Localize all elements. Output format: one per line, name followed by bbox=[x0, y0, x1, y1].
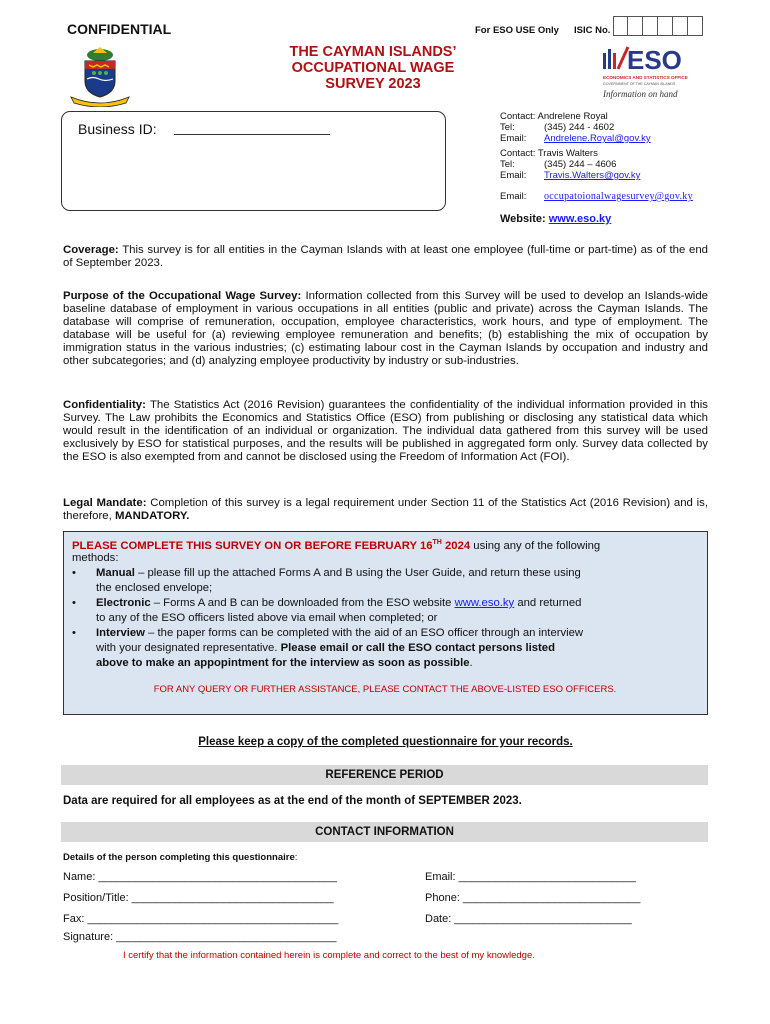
date-field[interactable]: Date: _____________________________ bbox=[425, 913, 632, 925]
coverage-label: Coverage: bbox=[63, 244, 119, 256]
contact-email-link[interactable]: Travis.Walters@gov.ky bbox=[544, 170, 641, 181]
eso-website-link[interactable]: www.eso.ky bbox=[454, 597, 515, 609]
contact-name: Contact: Travis Walters bbox=[500, 148, 598, 159]
eso-logo bbox=[601, 43, 701, 103]
bullet-icon: • bbox=[72, 567, 76, 579]
signature-field[interactable]: Signature: ____________________________________ bbox=[63, 931, 337, 943]
general-email bbox=[500, 191, 693, 202]
manual-text: – please fill up the attached Forms A and B using the User Guide, and return these using bbox=[138, 567, 581, 579]
coverage-paragraph bbox=[63, 244, 708, 270]
svg-text:ECONOMICS AND STATISTICS OFFIC: ECONOMICS AND STATISTICS OFFICE bbox=[603, 75, 688, 80]
isic-box[interactable] bbox=[673, 16, 688, 36]
email-label: Email: bbox=[500, 170, 527, 181]
deadline-sup: TH bbox=[432, 539, 442, 546]
contact-email-link[interactable]: Andrelene.Royal@gov.ky bbox=[544, 133, 651, 144]
query-notice: FOR ANY QUERY OR FURTHER ASSISTANCE, PLEASE CONTACT THE ABOVE-LISTED ESO OFFICERS. bbox=[153, 684, 617, 695]
email-label: Email: bbox=[500, 133, 527, 144]
survey-title bbox=[262, 44, 484, 92]
title-line: SURVEY 2023 bbox=[325, 76, 421, 92]
isic-boxes[interactable] bbox=[613, 16, 703, 36]
isic-box[interactable] bbox=[628, 16, 643, 36]
interview-bold: Please email or call the ESO contact persons listed bbox=[280, 642, 555, 654]
contact-1 bbox=[500, 111, 651, 144]
interview-line3: above to make an appopintment for the interview as soon as possible. bbox=[96, 657, 473, 669]
electronic-label: Electronic bbox=[96, 597, 151, 609]
contact-subtitle-text: Details of the person completing this questionnaire bbox=[63, 852, 295, 863]
interview-line2 bbox=[96, 641, 555, 656]
contact-subtitle-colon: : bbox=[294, 852, 298, 863]
position-field[interactable]: Position/Title: _________________________________ bbox=[63, 892, 334, 904]
deadline-year: 2024 bbox=[441, 539, 471, 552]
purpose-text: Information collected from this Survey will be used to develop an Islands-wide baseline database of employment in various occupations in all entities (public and private) across the Cayman Islands. The database will comprise of remuneration, occupation, employee characteristics, work hours, and type of employment. The database will be useful for (a) reviewing employee remuneration and benefits; (b) establishing the mix of occupation by immigration status in the various industries; (c) estimating labour cost in the Cayman Islands by occupation and industry and other subcategories; and (d) analyzing employee productivity by industry or sub-industries. bbox=[63, 290, 708, 367]
website-label: Website: bbox=[500, 213, 546, 225]
reference-period-header: REFERENCE PERIOD bbox=[61, 765, 708, 785]
fax-field[interactable]: Fax: _________________________________________ bbox=[63, 913, 339, 925]
deadline-notice-box bbox=[63, 531, 708, 715]
confidential-label: CONFIDENTIAL bbox=[67, 21, 172, 37]
purpose-paragraph bbox=[63, 290, 708, 367]
confidentiality-paragraph bbox=[63, 399, 708, 464]
business-id-line[interactable] bbox=[174, 134, 330, 135]
contact-info-header: CONTACT INFORMATION bbox=[61, 822, 708, 842]
contact-subtitle bbox=[63, 852, 297, 863]
isic-box[interactable] bbox=[658, 16, 673, 36]
legal-mandatory: MANDATORY. bbox=[114, 509, 190, 522]
contact-tel: (345) 244 - 4602 bbox=[544, 122, 615, 133]
legal-paragraph bbox=[63, 497, 708, 523]
reference-text: Data are required for all employees as at the end of the month of SEPTEMBER 2023. bbox=[63, 795, 522, 807]
website bbox=[500, 213, 611, 225]
purpose-label: Purpose of the Occupational Wage Survey: bbox=[63, 290, 302, 302]
contact-name: Contact: Andrelene Royal bbox=[500, 111, 608, 122]
tel-label: Tel: bbox=[500, 122, 515, 133]
deadline-text: PLEASE COMPLETE THIS SURVEY ON OR BEFORE FEBRUARY 16 bbox=[72, 539, 433, 552]
electronic-line bbox=[96, 596, 581, 611]
manual-text2: the enclosed envelope; bbox=[96, 582, 213, 594]
eso-use-label: For ESO USE Only bbox=[475, 25, 559, 36]
interview-line bbox=[96, 626, 583, 641]
legal-label: Legal Mandate: bbox=[63, 497, 147, 509]
interview-text2: with your designated representative. bbox=[96, 642, 278, 654]
title-line: OCCUPATIONAL WAGE bbox=[291, 60, 455, 76]
logo-tagline: Information on hand bbox=[603, 89, 678, 99]
electronic-text-b: and returned bbox=[517, 597, 582, 609]
survey-email-link[interactable]: occupatoionalwagesurvey@gov.ky bbox=[544, 191, 693, 202]
electronic-text: – Forms A and B can be downloaded from the ESO website bbox=[153, 597, 452, 609]
deadline-line bbox=[72, 536, 600, 553]
coverage-text: This survey is for all entities in the Cayman Islands with at least one employee (full-time or part-time) as of the end of September 2023. bbox=[63, 244, 708, 269]
interview-label: Interview bbox=[96, 627, 145, 639]
interview-bold2: above to make an appopintment for the interview as soon as possible bbox=[96, 657, 470, 669]
keep-copy-note: Please keep a copy of the completed questionnaire for your records. bbox=[198, 736, 573, 748]
legal-text: Completion of this survey is a legal requirement under Section 11 of the Statistics Act (2016 Revision) and is, therefore, bbox=[63, 497, 708, 522]
manual-label: Manual bbox=[96, 567, 135, 579]
interview-text: – the paper forms can be completed with the aid of an ESO officer through an interview bbox=[148, 627, 584, 639]
title-line: THE CAYMAN ISLANDS’ bbox=[289, 44, 457, 60]
svg-text:ESO: ESO bbox=[627, 45, 682, 75]
confidentiality-label: Confidentiality: bbox=[63, 399, 146, 411]
website-link[interactable]: www.eso.ky bbox=[548, 213, 612, 225]
confidentiality-text: The Statistics Act (2016 Revision) guarantees the confidentiality of the individual information provided in this Survey. The Law prohibits the Economics and Statistics Office (ESO) from publishing or disclosing any statistical data which would result in the identification of an individual or organization. The individual data gathered from this survey will be used exclusively by ESO for statistical purposes, and the results will be published in aggregated form only. Survey data collected by the ESO is also exempted from and cannot be disclosed using the Freedom of Information Act (FOI). bbox=[63, 399, 708, 463]
coat-of-arms-icon bbox=[67, 45, 133, 107]
bullet-icon: • bbox=[72, 597, 76, 609]
email-label: Email: bbox=[500, 191, 527, 202]
isic-label: ISIC No. bbox=[574, 25, 611, 36]
certification-statement: I certify that the information contained herein is complete and correct to the best of my knowledge. bbox=[123, 950, 535, 961]
email-field[interactable]: Email: _____________________________ bbox=[425, 871, 637, 883]
manual-line bbox=[96, 566, 581, 581]
isic-box[interactable] bbox=[643, 16, 658, 36]
business-id-label: Business ID: bbox=[78, 121, 157, 137]
bullet-icon: • bbox=[72, 627, 76, 639]
isic-box[interactable] bbox=[613, 16, 628, 36]
svg-text:GOVERNMENT OF THE CAYMAN ISLAN: GOVERNMENT OF THE CAYMAN ISLANDS bbox=[603, 82, 676, 86]
isic-box[interactable] bbox=[688, 16, 703, 36]
methods-word: methods: bbox=[72, 552, 119, 564]
contact-2 bbox=[500, 148, 640, 181]
contact-tel: (345) 244 – 4606 bbox=[544, 159, 617, 170]
electronic-text2: to any of the ESO officers listed above via email when completed; or bbox=[96, 612, 438, 624]
deadline-rest: using any of the following bbox=[473, 539, 601, 552]
tel-label: Tel: bbox=[500, 159, 515, 170]
name-field[interactable]: Name: _______________________________________ bbox=[63, 871, 338, 883]
phone-field[interactable]: Phone: _____________________________ bbox=[425, 892, 641, 904]
